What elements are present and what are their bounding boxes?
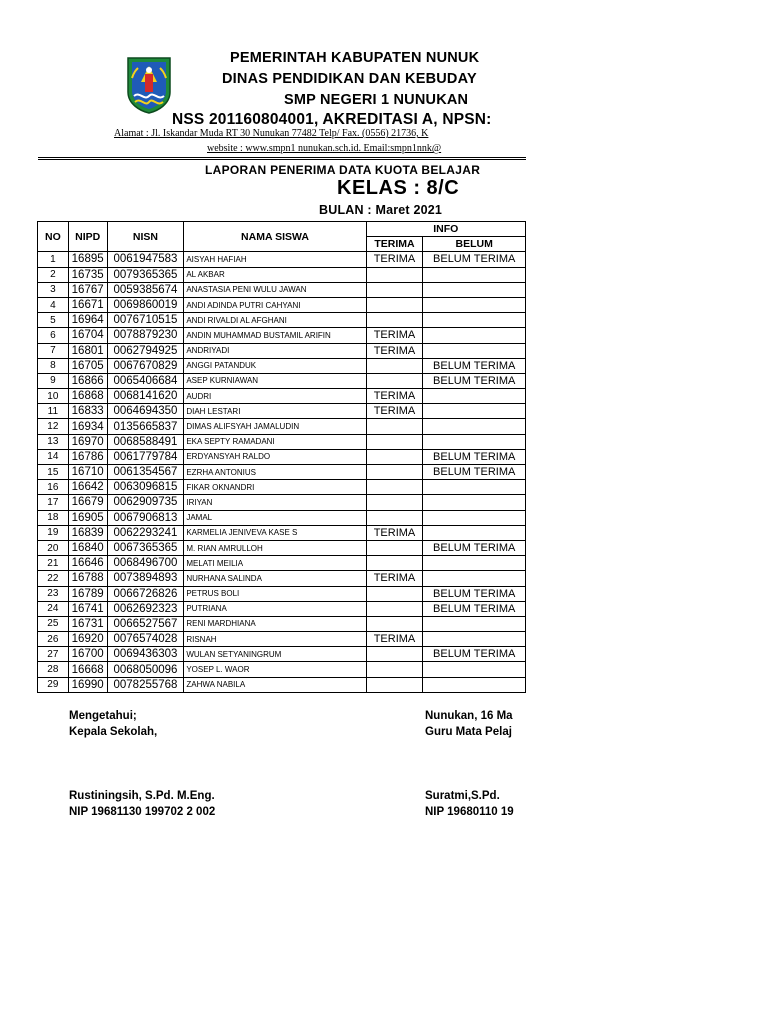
header-nama: NAMA SISWA (184, 222, 366, 252)
cell-nisn: 0065406684 (107, 373, 184, 388)
cell-no: 20 (38, 540, 69, 555)
table-row (38, 586, 526, 601)
regency-crest-icon (124, 56, 174, 114)
table-row (38, 632, 526, 647)
cell-no: 27 (38, 647, 69, 662)
cell-terima: TERIMA (366, 343, 423, 358)
cell-terima: TERIMA (366, 328, 423, 343)
cell-nama: NURHANA SALINDA (184, 571, 366, 586)
cell-nipd: 16970 (68, 434, 107, 449)
cell-no: 4 (38, 297, 69, 312)
cell-nisn: 0067365365 (107, 540, 184, 555)
cell-nisn: 0073894893 (107, 571, 184, 586)
cell-terima (366, 601, 423, 616)
cell-terima (366, 267, 423, 282)
cell-belum (423, 662, 526, 677)
table-row (38, 373, 526, 388)
cell-nama: PUTRIANA (184, 601, 366, 616)
cell-terima (366, 449, 423, 464)
cell-no: 5 (38, 313, 69, 328)
cell-no: 17 (38, 495, 69, 510)
cell-no: 12 (38, 419, 69, 434)
cell-nama: FIKAR OKNANDRI (184, 480, 366, 495)
cell-nipd: 16788 (68, 571, 107, 586)
table-row (38, 465, 526, 480)
cell-nama: EZRHA ANTONIUS (184, 465, 366, 480)
sig-right-line2: Guru Mata Pelaj (425, 726, 512, 738)
cell-nipd: 16786 (68, 449, 107, 464)
cell-nipd: 16905 (68, 510, 107, 525)
sig-left-line2: Kepala Sekolah, (69, 726, 158, 738)
cell-terima (366, 282, 423, 297)
table-row (38, 647, 526, 662)
cell-nisn: 0078879230 (107, 328, 184, 343)
cell-belum (423, 282, 526, 297)
sig-right-line1: Nunukan, 16 Ma (425, 710, 513, 722)
cell-nisn: 0062692323 (107, 601, 184, 616)
cell-no: 24 (38, 601, 69, 616)
cell-terima (366, 556, 423, 571)
header-no: NO (38, 222, 69, 252)
month-label: BULAN : Maret 2021 (319, 203, 443, 217)
cell-belum (423, 525, 526, 540)
cell-nama: ERDYANSYAH RALDO (184, 449, 366, 464)
school-address: Alamat : Jl. Iskandar Muda RT 30 Nunukan 77482 Telp/ Fax. (0556) 21736, K (114, 128, 429, 139)
cell-terima (366, 419, 423, 434)
school-website: website : www.smpn1 nunukan.sch.id. Email:smpn1nnk@ (207, 143, 442, 154)
cell-belum (423, 267, 526, 282)
table-row (38, 434, 526, 449)
cell-nisn: 0064694350 (107, 404, 184, 419)
cell-belum (423, 419, 526, 434)
table-row (38, 662, 526, 677)
cell-no: 13 (38, 434, 69, 449)
cell-nama: ANDI RIVALDI AL AFGHANI (184, 313, 366, 328)
cell-nisn: 0062293241 (107, 525, 184, 540)
cell-nama: WULAN SETYANINGRUM (184, 647, 366, 662)
cell-nipd: 16642 (68, 480, 107, 495)
table-row (38, 616, 526, 631)
cell-terima: TERIMA (366, 525, 423, 540)
cell-terima (366, 313, 423, 328)
cell-nama: JAMAL (184, 510, 366, 525)
cell-nisn: 0061354567 (107, 465, 184, 480)
table-row (38, 495, 526, 510)
cell-belum: BELUM TERIMA (423, 647, 526, 662)
header-info: INFO (366, 222, 525, 237)
cell-no: 14 (38, 449, 69, 464)
cell-nipd: 16964 (68, 313, 107, 328)
cell-nisn: 0069436303 (107, 647, 184, 662)
table-row (38, 282, 526, 297)
table-row (38, 556, 526, 571)
cell-nama: ANDI ADINDA PUTRI CAHYANI (184, 297, 366, 312)
cell-terima (366, 510, 423, 525)
cell-no: 26 (38, 632, 69, 647)
cell-nipd: 16934 (68, 419, 107, 434)
cell-nisn: 0062909735 (107, 495, 184, 510)
cell-nisn: 0067906813 (107, 510, 184, 525)
table-row (38, 525, 526, 540)
cell-terima (366, 540, 423, 555)
cell-nama: MELATI MEILIA (184, 556, 366, 571)
cell-no: 19 (38, 525, 69, 540)
cell-terima: TERIMA (366, 404, 423, 419)
cell-nisn: 0061779784 (107, 449, 184, 464)
cell-nipd: 16840 (68, 540, 107, 555)
cell-belum (423, 480, 526, 495)
cell-nama: ANASTASIA PENI WULU JAWAN (184, 282, 366, 297)
cell-no: 21 (38, 556, 69, 571)
cell-nama: RISNAH (184, 632, 366, 647)
cell-belum (423, 313, 526, 328)
cell-no: 1 (38, 252, 69, 267)
cell-no: 7 (38, 343, 69, 358)
sig-right-name: Suratmi,S.Pd. (425, 790, 500, 802)
cell-nipd: 16668 (68, 662, 107, 677)
cell-nipd: 16833 (68, 404, 107, 419)
cell-nisn: 0068141620 (107, 389, 184, 404)
table-row (38, 571, 526, 586)
cell-nisn: 0062794925 (107, 343, 184, 358)
cell-nama: DIAH LESTARI (184, 404, 366, 419)
cell-belum (423, 297, 526, 312)
cell-nipd: 16920 (68, 632, 107, 647)
cell-nipd: 16735 (68, 267, 107, 282)
cell-terima (366, 586, 423, 601)
header-divider-secondary (38, 159, 526, 160)
cell-belum: BELUM TERIMA (423, 540, 526, 555)
header-line-2: DINAS PENDIDIKAN DAN KEBUDAY (222, 71, 477, 87)
cell-no: 22 (38, 571, 69, 586)
header-belum: BELUM (423, 237, 526, 252)
cell-nama: KARMELIA JENIVEVA KASE S (184, 525, 366, 540)
cell-no: 29 (38, 677, 69, 692)
cell-belum (423, 616, 526, 631)
sig-left-line1: Mengetahui; (69, 710, 137, 722)
cell-terima (366, 480, 423, 495)
cell-nama: PETRUS BOLI (184, 586, 366, 601)
cell-belum: BELUM TERIMA (423, 586, 526, 601)
cell-no: 6 (38, 328, 69, 343)
cell-no: 23 (38, 586, 69, 601)
cell-no: 9 (38, 373, 69, 388)
cell-belum: BELUM TERIMA (423, 358, 526, 373)
table-row (38, 601, 526, 616)
table-row (38, 677, 526, 692)
cell-terima (366, 358, 423, 373)
cell-belum (423, 495, 526, 510)
table-row (38, 358, 526, 373)
header-divider (38, 157, 526, 158)
header-line-4: NSS 201160804001, AKREDITASI A, NPSN: (172, 111, 492, 128)
cell-no: 11 (38, 404, 69, 419)
cell-terima (366, 297, 423, 312)
cell-terima: TERIMA (366, 571, 423, 586)
class-label: KELAS : 8/C (337, 177, 460, 199)
cell-nisn: 0067670829 (107, 358, 184, 373)
cell-terima (366, 677, 423, 692)
cell-terima: TERIMA (366, 252, 423, 267)
cell-nipd: 16990 (68, 677, 107, 692)
cell-terima (366, 465, 423, 480)
cell-belum (423, 328, 526, 343)
cell-nipd: 16767 (68, 282, 107, 297)
cell-no: 28 (38, 662, 69, 677)
cell-belum (423, 571, 526, 586)
cell-nipd: 16866 (68, 373, 107, 388)
header-nipd: NIPD (68, 222, 107, 252)
cell-nisn: 0066726826 (107, 586, 184, 601)
cell-belum (423, 389, 526, 404)
table-row (38, 449, 526, 464)
cell-nama: ANDRIYADI (184, 343, 366, 358)
header-nisn: NISN (107, 222, 184, 252)
cell-nama: YOSEP L. WAOR (184, 662, 366, 677)
table-row (38, 328, 526, 343)
student-table (37, 221, 526, 693)
cell-nipd: 16731 (68, 616, 107, 631)
cell-nisn: 0061947583 (107, 252, 184, 267)
cell-belum: BELUM TERIMA (423, 465, 526, 480)
cell-nisn: 0079365365 (107, 267, 184, 282)
cell-belum (423, 510, 526, 525)
cell-nipd: 16789 (68, 586, 107, 601)
cell-belum (423, 677, 526, 692)
cell-nama: ZAHWA NABILA (184, 677, 366, 692)
cell-nama: ASEP KURNIAWAN (184, 373, 366, 388)
cell-belum (423, 343, 526, 358)
cell-nisn: 0078255768 (107, 677, 184, 692)
cell-nama: RENI MARDHIANA (184, 616, 366, 631)
table-row (38, 297, 526, 312)
cell-nipd: 16839 (68, 525, 107, 540)
cell-nisn: 0135665837 (107, 419, 184, 434)
cell-belum: BELUM TERIMA (423, 601, 526, 616)
cell-terima: TERIMA (366, 632, 423, 647)
cell-terima (366, 662, 423, 677)
cell-belum: BELUM TERIMA (423, 449, 526, 464)
header-line-1: PEMERINTAH KABUPATEN NUNUK (230, 50, 480, 66)
cell-no: 2 (38, 267, 69, 282)
cell-nipd: 16868 (68, 389, 107, 404)
table-row (38, 480, 526, 495)
cell-belum: BELUM TERIMA (423, 252, 526, 267)
cell-nisn: 0068050096 (107, 662, 184, 677)
cell-nisn: 0069860019 (107, 297, 184, 312)
cell-nisn: 0068588491 (107, 434, 184, 449)
cell-nipd: 16741 (68, 601, 107, 616)
table-row (38, 313, 526, 328)
cell-nipd: 16679 (68, 495, 107, 510)
table-row (38, 252, 526, 267)
sig-right-nip: NIP 19680110 19 (425, 806, 514, 818)
cell-nipd: 16895 (68, 252, 107, 267)
cell-nama: M. RIAN AMRULLOH (184, 540, 366, 555)
cell-no: 10 (38, 389, 69, 404)
cell-belum (423, 434, 526, 449)
table-row (38, 419, 526, 434)
cell-nama: AUDRI (184, 389, 366, 404)
header-terima: TERIMA (366, 237, 423, 252)
sig-left-name: Rustiningsih, S.Pd. M.Eng. (69, 790, 215, 802)
cell-nama: IRIYAN (184, 495, 366, 510)
cell-nisn: 0068496700 (107, 556, 184, 571)
cell-nipd: 16700 (68, 647, 107, 662)
cell-belum (423, 556, 526, 571)
cell-nama: ANDIN MUHAMMAD BUSTAMIL ARIFIN (184, 328, 366, 343)
cell-nisn: 0059385674 (107, 282, 184, 297)
cell-belum: BELUM TERIMA (423, 373, 526, 388)
cell-no: 18 (38, 510, 69, 525)
cell-terima (366, 616, 423, 631)
cell-terima: TERIMA (366, 389, 423, 404)
table-row (38, 404, 526, 419)
cell-nipd: 16801 (68, 343, 107, 358)
table-row (38, 389, 526, 404)
sig-left-nip: NIP 19681130 199702 2 002 (69, 806, 216, 818)
cell-nipd: 16705 (68, 358, 107, 373)
cell-nisn: 0066527567 (107, 616, 184, 631)
table-row (38, 510, 526, 525)
cell-nama: DIMAS ALIFSYAH JAMALUDIN (184, 419, 366, 434)
cell-terima (366, 495, 423, 510)
cell-nisn: 0076574028 (107, 632, 184, 647)
cell-nipd: 16704 (68, 328, 107, 343)
cell-terima (366, 434, 423, 449)
table-row (38, 267, 526, 282)
cell-belum (423, 632, 526, 647)
cell-belum (423, 404, 526, 419)
cell-terima (366, 647, 423, 662)
cell-nama: AL AKBAR (184, 267, 366, 282)
table-row (38, 343, 526, 358)
cell-no: 3 (38, 282, 69, 297)
report-title: LAPORAN PENERIMA DATA KUOTA BELAJAR (205, 163, 481, 177)
cell-nipd: 16671 (68, 297, 107, 312)
cell-nipd: 16710 (68, 465, 107, 480)
cell-nama: EKA SEPTY RAMADANI (184, 434, 366, 449)
table-body (38, 252, 526, 692)
cell-nama: ANGGI PATANDUK (184, 358, 366, 373)
cell-no: 16 (38, 480, 69, 495)
header-line-3: SMP NEGERI 1 NUNUKAN (284, 92, 469, 108)
cell-nisn: 0076710515 (107, 313, 184, 328)
cell-no: 8 (38, 358, 69, 373)
cell-no: 25 (38, 616, 69, 631)
cell-terima (366, 373, 423, 388)
cell-no: 15 (38, 465, 69, 480)
cell-nisn: 0063096815 (107, 480, 184, 495)
cell-nipd: 16646 (68, 556, 107, 571)
cell-nama: AISYAH HAFIAH (184, 252, 366, 267)
table-row (38, 540, 526, 555)
